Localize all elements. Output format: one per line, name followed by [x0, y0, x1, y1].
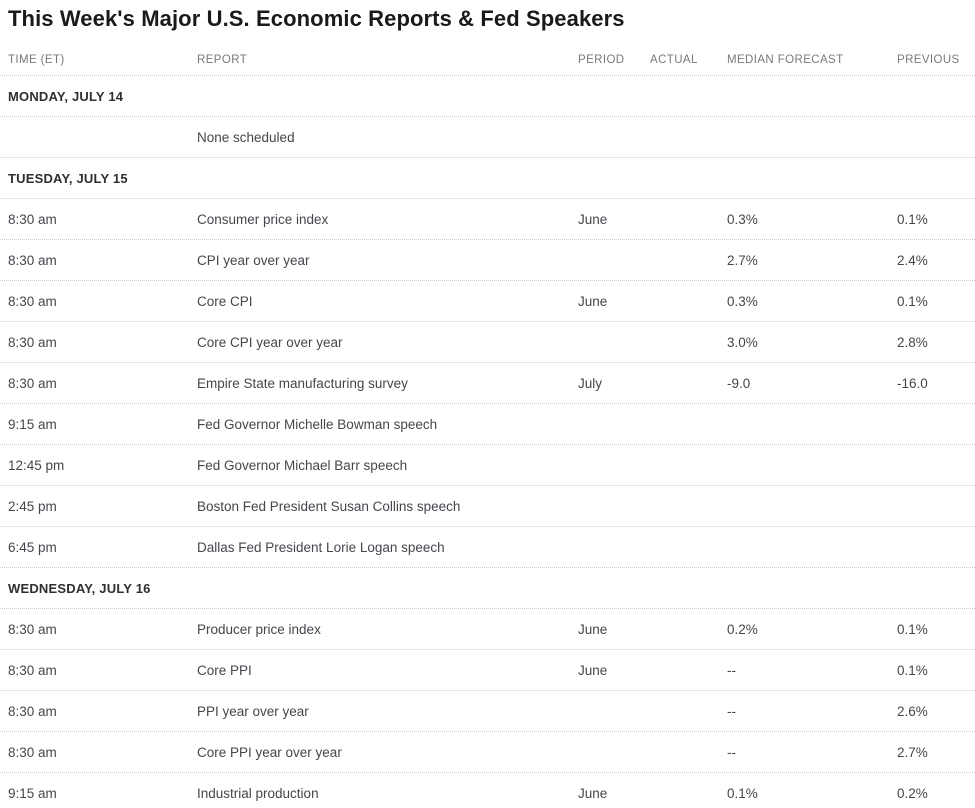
- time-cell: 9:15 am: [8, 785, 57, 801]
- period-cell: June: [578, 662, 608, 678]
- median-forecast-cell: -9.0: [727, 375, 751, 391]
- day-header-label: WEDNESDAY, JULY 16: [8, 580, 151, 596]
- previous-cell: 2.7%: [897, 744, 928, 760]
- median-forecast-cell: --: [727, 662, 736, 678]
- report-row: [0, 117, 975, 158]
- time-cell: 8:30 am: [8, 703, 57, 719]
- median-forecast-cell: 0.2%: [727, 621, 758, 637]
- report-row: [0, 404, 975, 445]
- report-row: [0, 691, 975, 732]
- page-title: This Week's Major U.S. Economic Reports & Fed Speakers: [8, 6, 625, 31]
- time-cell: 8:30 am: [8, 252, 57, 268]
- previous-cell: 0.1%: [897, 662, 928, 678]
- report-cell: Producer price index: [197, 621, 321, 637]
- report-cell: Fed Governor Michael Barr speech: [197, 457, 408, 473]
- report-cell: Core PPI: [197, 662, 252, 678]
- period-cell: June: [578, 621, 608, 637]
- report-cell: Boston Fed President Susan Collins speech: [197, 498, 461, 514]
- time-cell: 2:45 pm: [8, 498, 57, 514]
- time-cell: 9:15 am: [8, 416, 57, 432]
- period-cell: June: [578, 293, 608, 309]
- report-cell: Fed Governor Michelle Bowman speech: [197, 416, 438, 432]
- report-cell: Consumer price index: [197, 211, 329, 227]
- previous-cell: 0.2%: [897, 785, 928, 801]
- time-cell: 8:30 am: [8, 744, 57, 760]
- median-forecast-cell: 0.3%: [727, 293, 758, 309]
- previous-cell: 2.4%: [897, 252, 928, 268]
- previous-cell: 0.1%: [897, 293, 928, 309]
- report-row: [0, 199, 975, 240]
- median-forecast-cell: --: [727, 703, 736, 719]
- median-forecast-cell: 2.7%: [727, 252, 758, 268]
- report-row: [0, 650, 975, 691]
- period-cell: June: [578, 211, 608, 227]
- report-cell: Core PPI year over year: [197, 744, 342, 760]
- table-body: [0, 76, 975, 808]
- table-header-row: [0, 32, 975, 76]
- report-row: [0, 732, 975, 773]
- column-header-previous: PREVIOUS: [897, 54, 960, 66]
- report-cell: PPI year over year: [197, 703, 309, 719]
- day-header-row: [0, 158, 975, 199]
- report-cell: CPI year over year: [197, 252, 310, 268]
- report-row: [0, 240, 975, 281]
- time-cell: 8:30 am: [8, 621, 57, 637]
- day-header-label: TUESDAY, JULY 15: [8, 170, 128, 186]
- day-header-row: [0, 568, 975, 609]
- report-row: [0, 281, 975, 322]
- median-forecast-cell: 0.1%: [727, 785, 758, 801]
- day-header-label: MONDAY, JULY 14: [8, 88, 124, 104]
- previous-cell: 2.8%: [897, 334, 928, 350]
- report-row: [0, 445, 975, 486]
- report-cell: Industrial production: [197, 785, 319, 801]
- median-forecast-cell: 3.0%: [727, 334, 758, 350]
- column-header-time: TIME (ET): [8, 54, 65, 66]
- report-cell: Dallas Fed President Lorie Logan speech: [197, 539, 445, 555]
- report-row: [0, 609, 975, 650]
- median-forecast-cell: 0.3%: [727, 211, 758, 227]
- report-row: [0, 322, 975, 363]
- period-cell: June: [578, 785, 608, 801]
- column-header-median-forecast: MEDIAN FORECAST: [727, 54, 844, 66]
- time-cell: 6:45 pm: [8, 539, 57, 555]
- column-header-actual: ACTUAL: [650, 54, 698, 66]
- time-cell: 8:30 am: [8, 662, 57, 678]
- report-cell: Core CPI: [197, 293, 253, 309]
- period-cell: July: [578, 375, 603, 391]
- report-cell: Empire State manufacturing survey: [197, 375, 408, 391]
- median-forecast-cell: --: [727, 744, 736, 760]
- report-row: [0, 773, 975, 808]
- previous-cell: -16.0: [897, 375, 928, 391]
- previous-cell: 2.6%: [897, 703, 928, 719]
- time-cell: 8:30 am: [8, 334, 57, 350]
- time-cell: 8:30 am: [8, 375, 57, 391]
- report-cell: None scheduled: [197, 129, 295, 145]
- time-cell: 12:45 pm: [8, 457, 65, 473]
- day-header-row: [0, 76, 975, 117]
- column-header-report: REPORT: [197, 54, 248, 66]
- column-header-period: PERIOD: [578, 54, 625, 66]
- report-row: [0, 527, 975, 568]
- time-cell: 8:30 am: [8, 293, 57, 309]
- time-cell: 8:30 am: [8, 211, 57, 227]
- report-row: [0, 363, 975, 404]
- report-row: [0, 486, 975, 527]
- previous-cell: 0.1%: [897, 621, 928, 637]
- previous-cell: 0.1%: [897, 211, 928, 227]
- report-cell: Core CPI year over year: [197, 334, 343, 350]
